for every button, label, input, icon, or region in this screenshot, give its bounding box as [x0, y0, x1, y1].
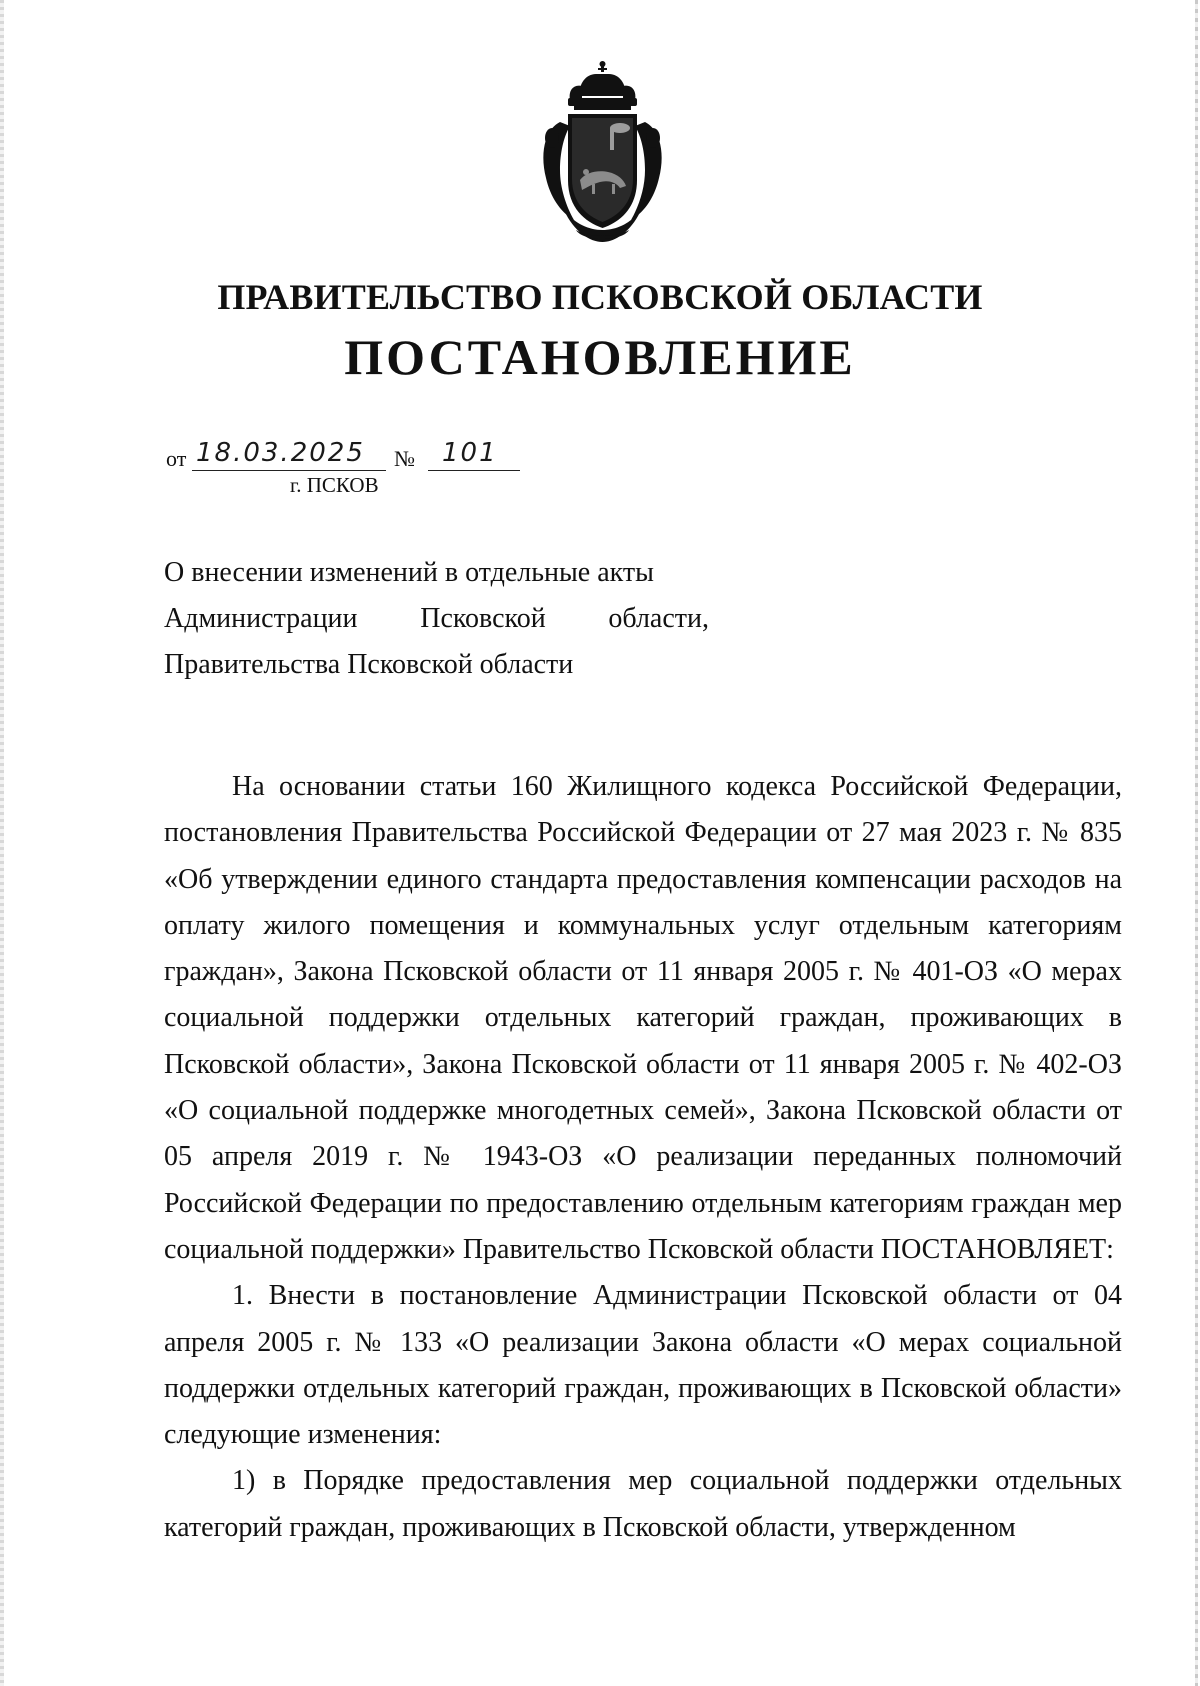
from-label: от	[166, 446, 187, 471]
subject-line-2: Администрации Псковской области,	[164, 603, 709, 634]
document-type: ПОСТАНОВЛЕНИЕ	[344, 329, 856, 385]
city-label: г. ПСКОВ	[290, 473, 379, 497]
document-subject	[164, 550, 709, 688]
document-body	[164, 764, 1122, 1551]
preamble-paragraph: На основании статьи 160 Жилищного кодекса Российской Федерации, постановления Правительства Российской Федерации от 27 мая 2023 г. № 835 «Об утверждении единого стандарта предоставления компенсации расходов на оплату жилого помещения и коммунальных услуг отдельным категориям граждан», Закона Псковской области от 11 января 2005 г. № 401-ОЗ «О мерах социальной поддержки отдельных категорий граждан, проживающих в Псковской области», Закона Псковской области от 11 января 2005 г. № 402-ОЗ «О социальной поддержке многодетных семей», Закона Псковской области от 05 апреля 2019 г. № 1943-ОЗ «О реализации переданных полномочий Российской Федерации по предоставлению отдельным категориям граждан мер социальной поддержки» Правительство Псковской области ПОСТАНОВЛЯЕТ:	[164, 771, 1122, 1265]
government-name: ПРАВИТЕЛЬСТВО ПСКОВСКОЙ ОБЛАСТИ	[217, 277, 983, 317]
scan-edge-right	[1195, 0, 1198, 1686]
subject-line-1: О внесении изменений в отдельные акты	[164, 557, 654, 588]
item-1-1-paragraph: 1) в Порядке предоставления мер социальной поддержки отдельных категорий граждан, проживающих в Псковской области, утвержденном	[164, 1465, 1122, 1543]
item-1-paragraph: 1. Внести в постановление Администрации Псковской области от 04 апреля 2005 г. № 133 «О реализации Закона области «О мерах социальной поддержки отдельных категорий граждан, проживающих в Псковской области» следующие изменения:	[164, 1280, 1122, 1451]
number-underline	[428, 470, 520, 471]
subject-line-3: Правительства Псковской области	[164, 649, 574, 680]
number-label: №	[394, 446, 415, 471]
scan-edge-left	[0, 0, 4, 1686]
date-underline	[192, 470, 386, 471]
handwritten-date: 18.03.2025	[196, 438, 365, 468]
coat-of-arms-icon	[530, 60, 675, 245]
handwritten-number: 101	[442, 438, 498, 468]
